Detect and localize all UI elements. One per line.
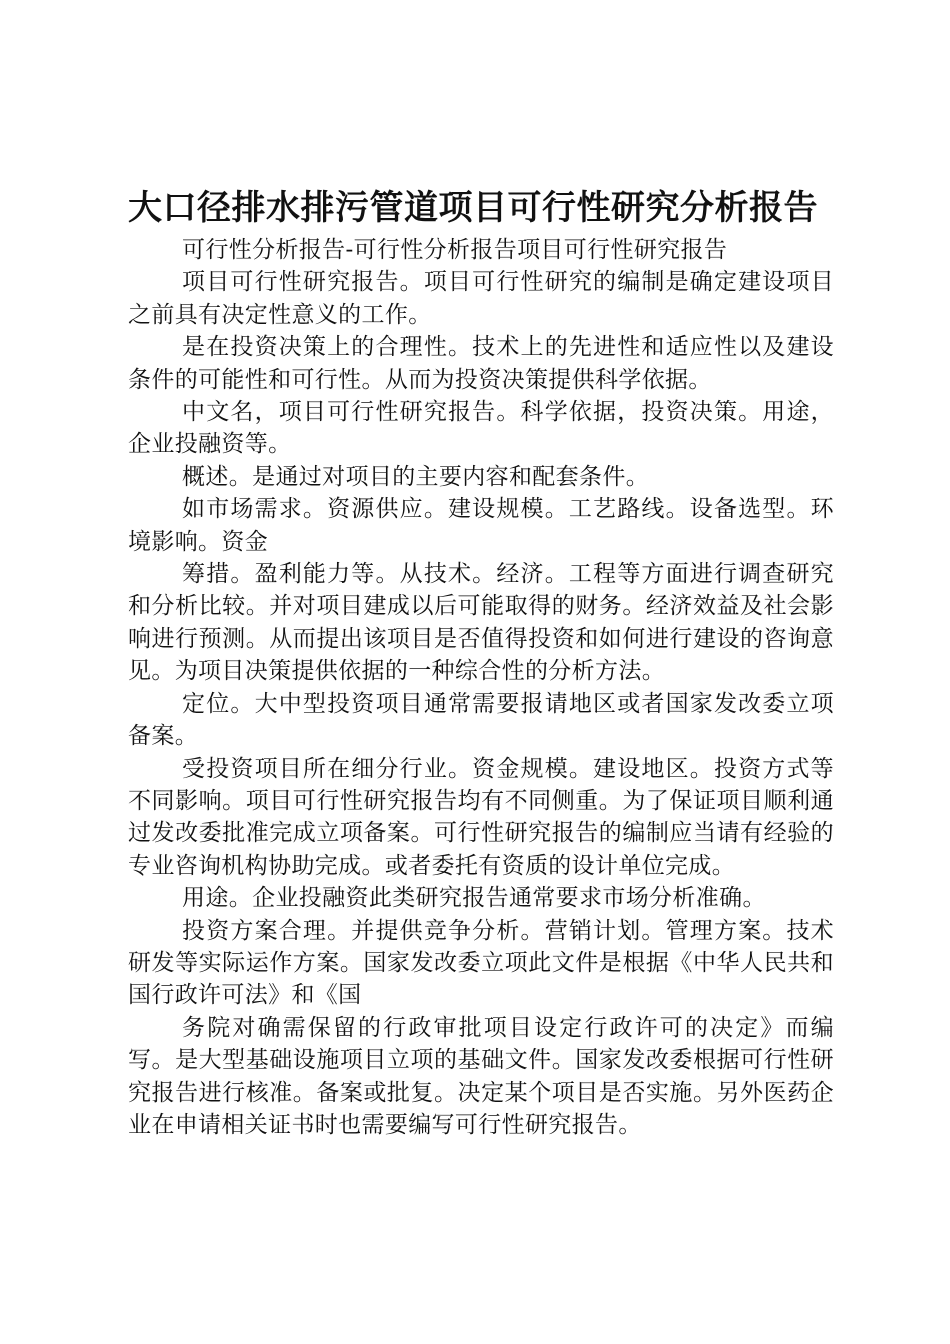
paragraph: 项目可行性研究报告。项目可行性研究的编制是确定建设项目之前具有决定性意义的工作。	[128, 269, 834, 328]
paragraph: 投资方案合理。并提供竞争分析。营销计划。管理方案。技术研发等实际运作方案。国家发改委立项此文件是根据《中华人民共和国行政许可法》和《国	[128, 917, 834, 1009]
paragraph: 中文名，项目可行性研究报告。科学依据，投资决策。用途，企业投融资等。	[128, 399, 834, 458]
paragraph: 概述。是通过对项目的主要内容和配套条件。	[182, 463, 650, 490]
paragraph: 定位。大中型投资项目通常需要报请地区或者国家发改委立项备案。	[128, 690, 834, 750]
paragraph: 如市场需求。资源供应。建设规模。工艺路线。设备选型。环境影响。资金	[128, 496, 834, 555]
document-title: 大口径排水排污管道项目可行性研究分析报告	[128, 188, 818, 228]
paragraph: 受投资项目所在细分行业。资金规模。建设地区。投资方式等不同影响。项目可行性研究报告均有不同侧重。为了保证项目顺利通过发改委批准完成立项备案。可行性研究报告的编制应当请有经验的专业咨询机构协助完成。或者委托有资质的设计单位完成。	[128, 755, 834, 879]
paragraph: 用途。企业投融资此类研究报告通常要求市场分析准确。	[182, 885, 766, 912]
paragraph: 筹措。盈利能力等。从技术。经济。工程等方面进行调查研究和分析比较。并对项目建成以后可能取得的财务。经济效益及社会影响进行预测。从而提出该项目是否值得投资和如何进行建设的咨询意见。为项目决策提供依据的一种综合性的分析方法。	[128, 561, 834, 685]
paragraph: 可行性分析报告-可行性分析报告项目可行性研究报告	[182, 237, 728, 263]
document-body	[128, 234, 834, 1141]
paragraph: 务院对确需保留的行政审批项目设定行政许可的决定》而编写。是大型基础设施项目立项的基础文件。国家发改委根据可行性研究报告进行核准。备案或批复。决定某个项目是否实施。另外医药企业在申请相关证书时也需要编写可行性研究报告。	[128, 1014, 834, 1138]
paragraph: 是在投资决策上的合理性。技术上的先进性和适应性以及建设条件的可能性和可行性。从而为投资决策提供科学依据。	[128, 334, 834, 393]
